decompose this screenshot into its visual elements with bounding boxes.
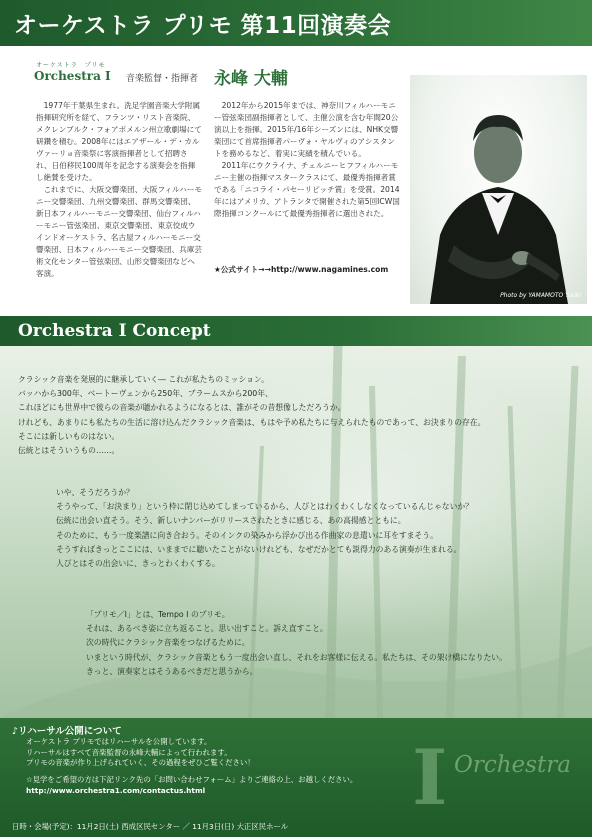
- concept-line: 人びとはその出会いに、きっとわくわくする。: [56, 559, 220, 569]
- orchestra-ruby: オーケストラ プリモ: [36, 62, 106, 69]
- concept-line: 「プリモ／I」とは、Tempo I のプリモ。: [86, 610, 230, 619]
- bio-paragraph: 2011年にウクライナ、チェルニーヒフフィルハーモニー主催の指揮マスタークラスにて、最優秀指揮者賞である「ニコライ・パセーリピッチ賞」を受賞。2014年にはアメリカ、アトランタで開催された第5回ICW国際指揮コンクールにて最優秀指揮者に選出された。: [214, 161, 400, 218]
- concept-line: いや、そうだろうか？: [56, 488, 134, 497]
- concept-banner: [0, 316, 592, 346]
- contact-note: ☆見学をご希望の方は下記リンク先の「お問い合わせフォーム」よりご連絡の上、お越しください。: [26, 775, 358, 784]
- concept-paragraph-2: [56, 486, 473, 571]
- concept-paragraph-1: [18, 373, 485, 458]
- concept-line: それは、あるべき姿に立ち返ること。思い出すこと。訴え直すこと。: [86, 624, 328, 634]
- conductor-silhouette: [410, 75, 587, 304]
- official-site-link[interactable]: ★公式サイト→→http://www.nagamines.com: [214, 265, 389, 274]
- concept-line: いまという時代が、クラシック音楽ともう一度出会い直し、それをお客様に伝える。私たちは、その架け橋になりたい。: [86, 652, 507, 662]
- rehearsal-footer: [0, 718, 592, 837]
- concept-line: けれども、あまりにも私たちの生活に溶け込んだクラシック音楽は、もはや予め私たちに与えられたものであって、お決まりの存在。: [18, 417, 486, 427]
- concept-line: そうやって、「お決まり」という枠に閉じ込めてしまっているから、人びとはわくわくしなくなっているんじゃないか？: [56, 502, 473, 512]
- page-title: オーケストラ プリモ 第11回演奏会: [14, 13, 392, 39]
- bio-column-right: [214, 100, 400, 220]
- header-banner: [0, 0, 592, 46]
- bio-paragraph: これまでに、大阪交響楽団、大阪フィルハーモニー交響楽団、九州交響楽団、群馬交響楽団、新日本フィルハーモニー交響楽団、仙台フィルハーモニー管弦楽団、東京交響楽団、東京佼成ウインドオーケストラ、名古屋フィルハーモニー交響楽団、日本フィルハーモニー交響楽団、兵庫芸術文化センター管弦楽団、山形交響楽団などへ客演。: [36, 185, 202, 278]
- rehearsal-line: リハーサルはすべて音楽監督の永峰大輔によって行われます。: [26, 747, 232, 757]
- conductor-photo: [410, 75, 587, 304]
- rehearsal-info: [26, 737, 255, 769]
- orchestra-name: Orchestra I: [34, 69, 111, 83]
- venue-schedule: 日時・会場(予定)：11月2日(土) 西成区民センター ／ 11月3日(日) 大正区民ホール: [12, 822, 289, 831]
- concept-line: これほどにも世界中で彼らの音楽が聴かれるようになるとは、誰がその昔想像しただろうか。: [18, 403, 346, 413]
- bio-column-left: [36, 100, 202, 280]
- contact-info: [26, 774, 357, 796]
- concept-title: Orchestra I Concept: [18, 321, 211, 341]
- conductor-role: 音楽監督・指揮者: [126, 74, 199, 84]
- rehearsal-line: オーケストラ プリモではリハーサルを公開しています。: [26, 737, 212, 746]
- photo-credit: Photo by YAMAMOTO Yuuki: [500, 292, 581, 299]
- orchestra-logo: [408, 732, 584, 812]
- concept-paragraph-3: [86, 608, 507, 679]
- bio-paragraph: 2012年から2015年までは、神奈川フィルハーモニー管弦楽団副指揮者として、主催公演を含む年間20公演以上を指揮。2015年/16年シーズンには、NHK交響楽団にて首席指揮者パーヴォ・ヤルヴィのアシスタントを務めるなど、着実に実績を積んでいる。: [214, 101, 399, 158]
- concept-line: バッハから300年、ベートーヴェンから250年、ブラームスから200年、: [18, 389, 273, 399]
- concept-line: 伝統とはそういうもの……。: [18, 446, 120, 456]
- contact-url-link[interactable]: http://www.orchestra1.com/contactus.html: [26, 786, 206, 795]
- concept-line: 次の時代にクラシック音楽をつなげるために。: [86, 638, 250, 648]
- concept-line: そうすればきっとここには、いままでに聴いたことがないけれども、なぜだかとても説得力のある演奏が生まれる。: [56, 544, 462, 554]
- concept-line: クラシック音楽を発展的に継承していく― これが私たちのミッション。: [18, 375, 269, 384]
- concept-line: 伝統に出会い直そう。そう、新しいナンバーがリリースされたときに感じる、あの高揚感とともに。: [56, 516, 406, 526]
- rehearsal-heading: ♪リハーサル公開について: [12, 726, 122, 737]
- conductor-section: [0, 46, 592, 308]
- concept-line: きっと、演奏家とはそうあるべきだと思うから。: [86, 666, 258, 676]
- concept-line: そのために、もう一度楽譜に向き合おう。そのインクの染みから浮かび出る作曲家の息遣いに耳をすまそう。: [56, 530, 438, 540]
- concept-line: そこには新しいものはない。: [18, 431, 120, 441]
- rehearsal-line: プリモの音楽が作り上げられていく、その過程をぜひご覧ください！: [26, 758, 255, 767]
- conductor-name: 永峰 大輔: [214, 69, 288, 89]
- logo-letter: I: [412, 733, 448, 812]
- concept-section: [0, 346, 592, 718]
- logo-word: Orchestra: [454, 752, 571, 778]
- bio-paragraph: 1977年千葉県生まれ。洗足学園音楽大学附属指揮研究所を経て、フランツ・リスト音楽院、メクレンブルク・フォアポメルン州立歌劇場にて研鑽を積む。2008年にはエアザール・デ・カルヴァーリョ音楽祭に客演指揮者として招聘され、日伯移民100周年を記念する演奏会を指揮し絶賛を受けた。: [36, 101, 202, 182]
